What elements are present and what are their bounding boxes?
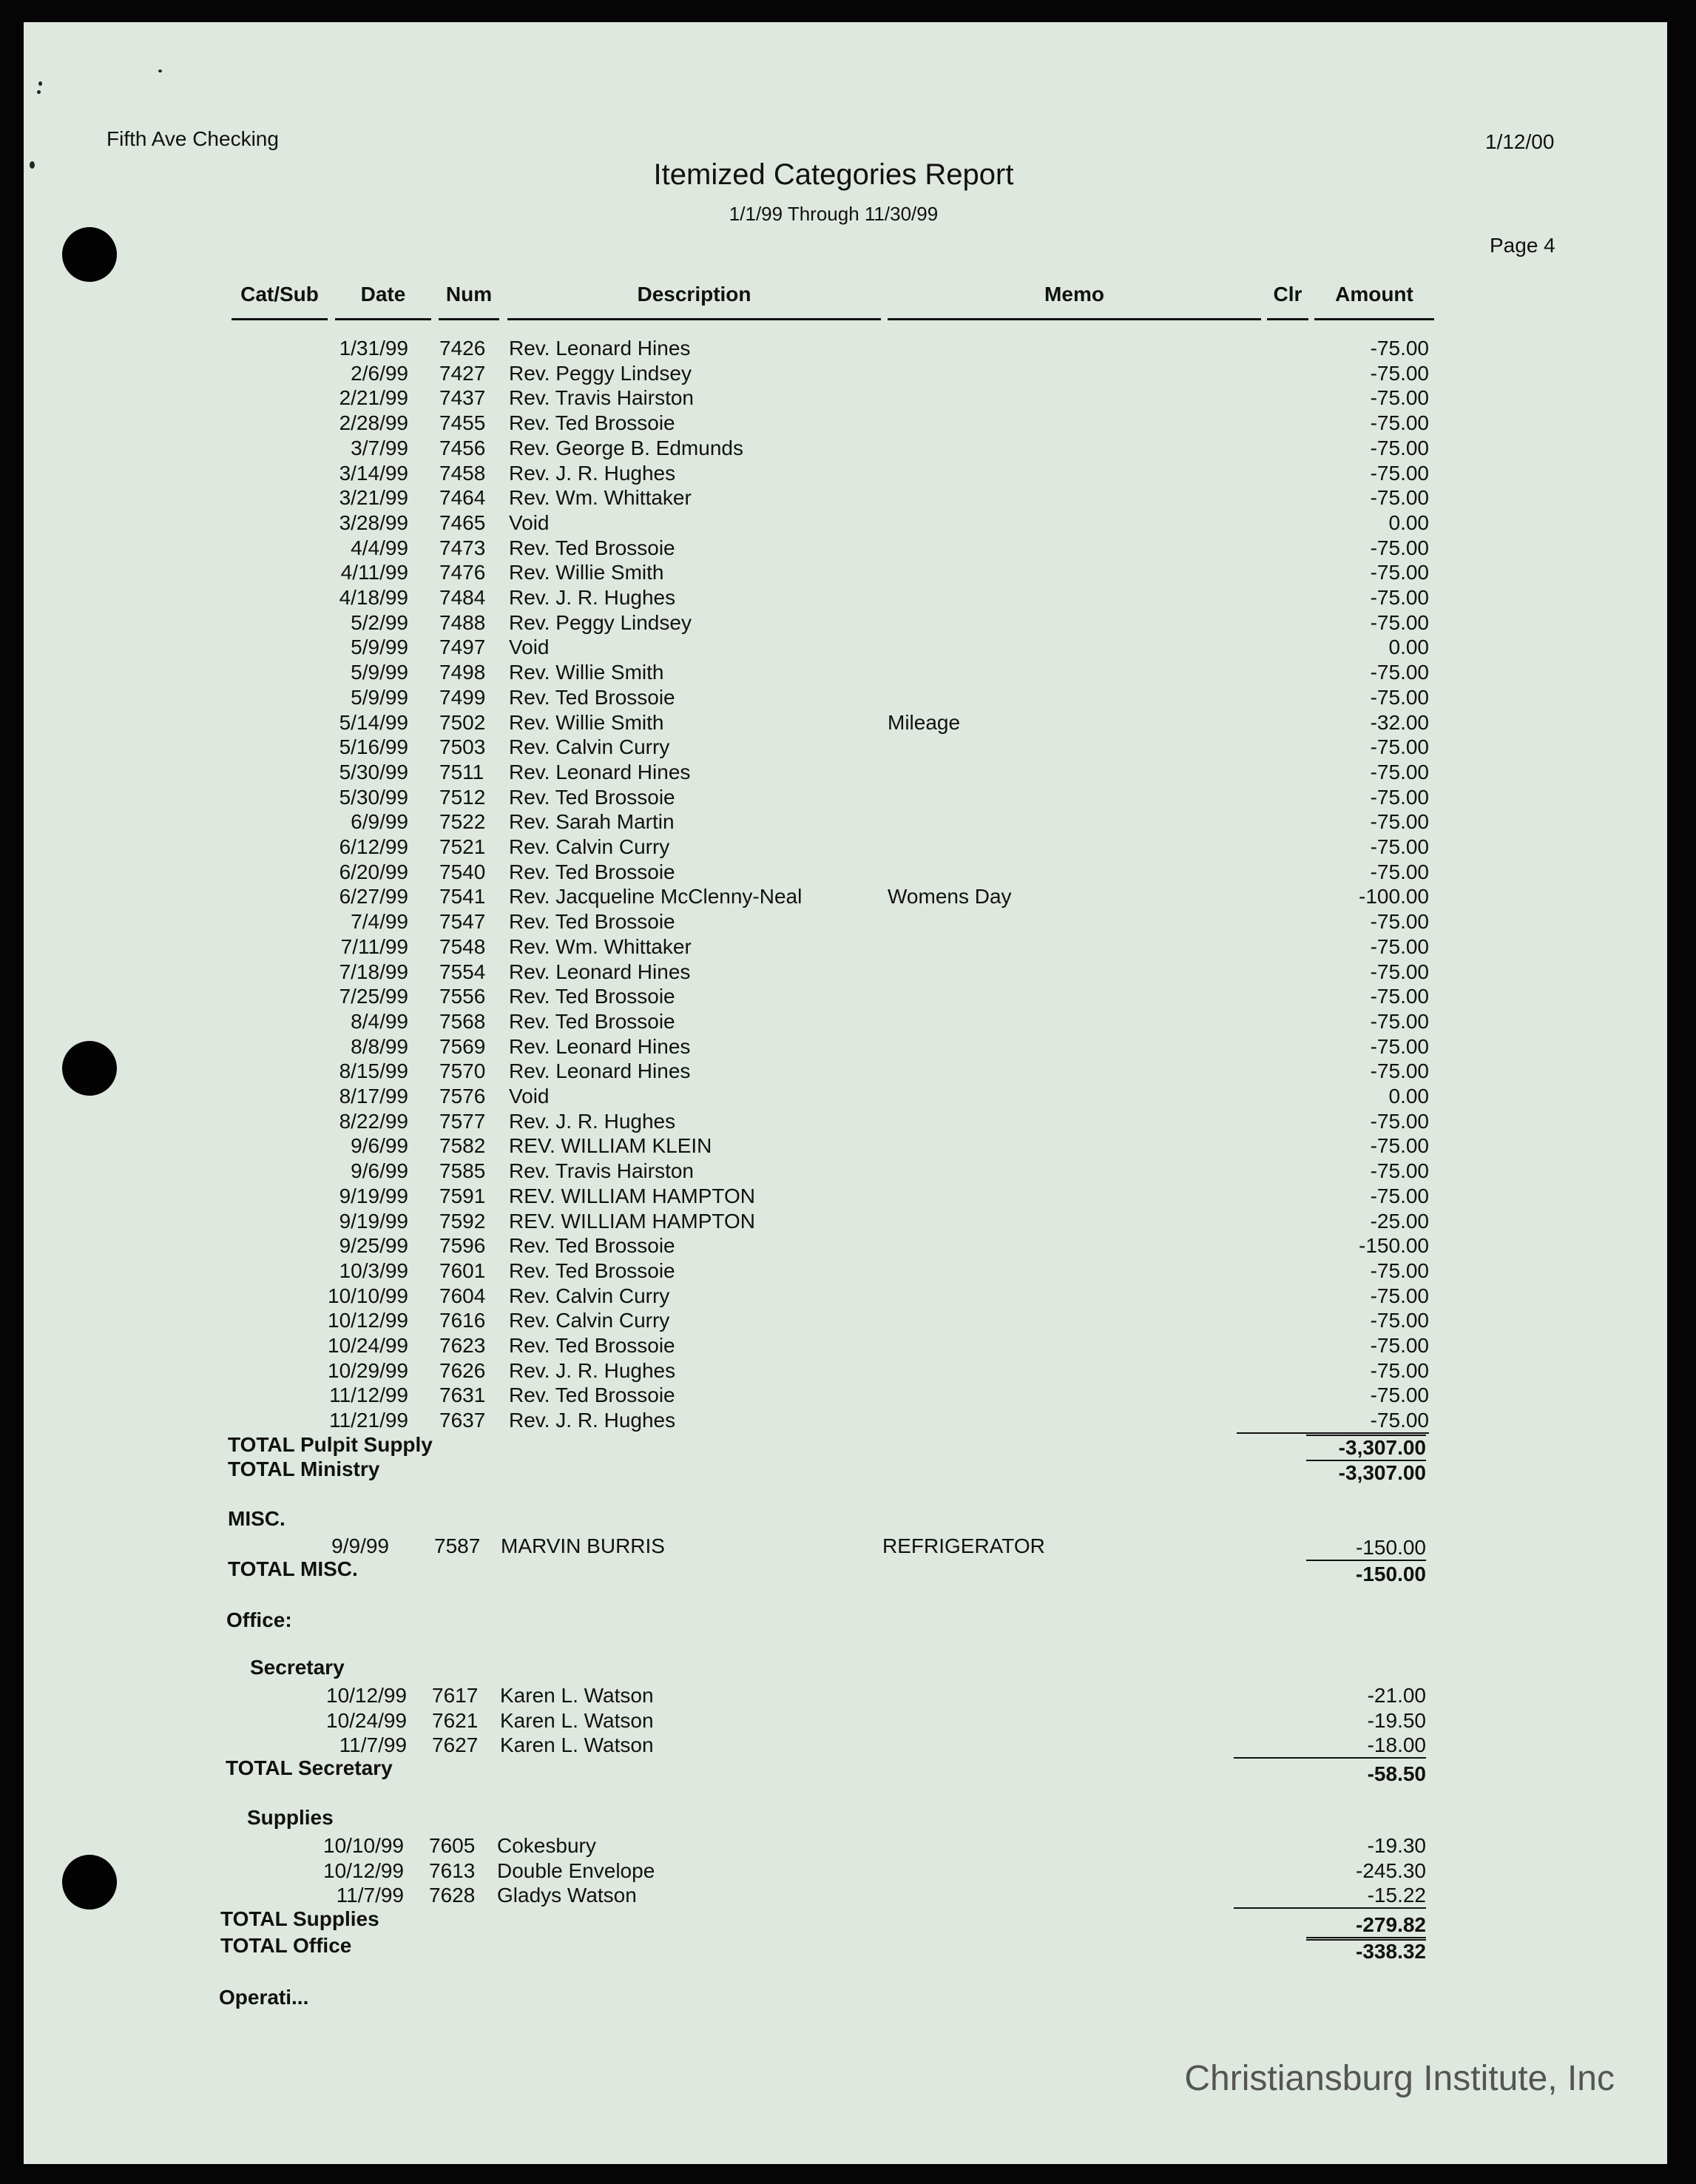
row-description: Rev. Calvin Curry bbox=[509, 1309, 670, 1332]
row-num: 7604 bbox=[439, 1284, 486, 1307]
row-description: Rev. Sarah Martin bbox=[509, 810, 675, 833]
row-description: Rev. Wm. Whittaker bbox=[509, 486, 692, 509]
row-amount: -75.00 bbox=[1370, 386, 1429, 409]
table-row bbox=[0, 1309, 1696, 1334]
row-date: 2/6/99 bbox=[351, 362, 408, 385]
row-date: 7/11/99 bbox=[340, 935, 408, 958]
table-row bbox=[0, 810, 1696, 835]
col-memo: Memo bbox=[1044, 283, 1104, 306]
row-amount: -18.00 bbox=[1234, 1733, 1426, 1759]
row-num: 7426 bbox=[439, 337, 486, 360]
row-date: 3/28/99 bbox=[339, 511, 408, 534]
row-description: Cokesbury bbox=[497, 1834, 596, 1857]
table-row bbox=[0, 611, 1696, 636]
row-num: 7569 bbox=[439, 1035, 486, 1058]
row-description: Rev. Willie Smith bbox=[509, 661, 664, 684]
row-date: 7/25/99 bbox=[339, 985, 408, 1008]
row-description: Rev. J. R. Hughes bbox=[509, 1409, 676, 1432]
misc-num: 7587 bbox=[434, 1534, 481, 1557]
row-num: 7617 bbox=[432, 1684, 479, 1707]
table-row bbox=[0, 960, 1696, 985]
row-num: 7502 bbox=[439, 711, 486, 734]
row-description: Rev. Ted Brossoie bbox=[509, 1383, 675, 1406]
row-description: Rev. Willie Smith bbox=[509, 711, 664, 734]
table-row bbox=[0, 1834, 1696, 1859]
table-row bbox=[0, 586, 1696, 611]
row-date: 5/2/99 bbox=[351, 611, 408, 634]
row-date: 10/12/99 bbox=[326, 1684, 407, 1707]
row-num: 7613 bbox=[429, 1859, 476, 1882]
row-description: Rev. Travis Hairston bbox=[509, 386, 694, 409]
row-description: Karen L. Watson bbox=[500, 1684, 654, 1707]
misc-description: MARVIN BURRIS bbox=[501, 1534, 665, 1557]
row-num: 7568 bbox=[439, 1010, 486, 1033]
row-description: Void bbox=[509, 636, 550, 658]
table-row bbox=[0, 1884, 1696, 1909]
table-row bbox=[0, 1359, 1696, 1384]
row-description: Rev. Peggy Lindsey bbox=[509, 362, 692, 385]
row-date: 2/28/99 bbox=[339, 411, 408, 434]
row-description: REV. WILLIAM KLEIN bbox=[509, 1134, 712, 1157]
total-ministry-label: TOTAL Ministry bbox=[228, 1457, 380, 1480]
row-num: 7626 bbox=[439, 1359, 486, 1382]
row-memo: Mileage bbox=[888, 711, 961, 734]
row-amount: -75.00 bbox=[1370, 486, 1429, 509]
table-row bbox=[0, 661, 1696, 686]
row-description: Karen L. Watson bbox=[500, 1733, 654, 1756]
row-date: 10/24/99 bbox=[328, 1334, 408, 1357]
row-date: 7/4/99 bbox=[351, 910, 408, 933]
row-num: 7631 bbox=[439, 1383, 486, 1406]
row-amount: -75.00 bbox=[1370, 835, 1429, 858]
table-row bbox=[0, 1184, 1696, 1210]
row-amount: -75.00 bbox=[1370, 661, 1429, 684]
row-num: 7458 bbox=[439, 462, 486, 485]
row-amount: -21.00 bbox=[1367, 1684, 1426, 1707]
col-rule bbox=[1314, 318, 1434, 320]
row-amount: -75.00 bbox=[1370, 1159, 1429, 1182]
total-pulpit-amount: -3,307.00 bbox=[1306, 1435, 1426, 1461]
row-description: Karen L. Watson bbox=[500, 1709, 654, 1732]
row-description: Rev. J. R. Hughes bbox=[509, 1110, 676, 1133]
row-amount: 0.00 bbox=[1388, 511, 1429, 534]
row-date: 9/19/99 bbox=[339, 1184, 408, 1207]
secretary-label: Secretary bbox=[250, 1656, 345, 1679]
row-date: 5/9/99 bbox=[351, 636, 408, 658]
col-rule bbox=[232, 318, 328, 320]
row-date: 4/4/99 bbox=[351, 536, 408, 559]
row-num: 7592 bbox=[439, 1210, 486, 1233]
binder-hole-top bbox=[62, 227, 117, 282]
row-description: REV. WILLIAM HAMPTON bbox=[509, 1210, 755, 1233]
row-description: Rev. Calvin Curry bbox=[509, 735, 670, 758]
speck bbox=[158, 70, 162, 73]
row-description: Rev. Ted Brossoie bbox=[509, 411, 675, 434]
row-description: Rev. Ted Brossoie bbox=[509, 536, 675, 559]
table-row bbox=[0, 835, 1696, 860]
row-date: 10/29/99 bbox=[328, 1359, 408, 1382]
table-row bbox=[0, 1035, 1696, 1060]
table-row bbox=[0, 411, 1696, 437]
row-description: Rev. Peggy Lindsey bbox=[509, 611, 692, 634]
row-num: 7488 bbox=[439, 611, 486, 634]
row-description: Rev. Ted Brossoie bbox=[509, 786, 675, 809]
table-row bbox=[0, 735, 1696, 761]
table-row bbox=[0, 1234, 1696, 1259]
table-row bbox=[0, 786, 1696, 811]
row-amount: -75.00 bbox=[1370, 536, 1429, 559]
row-amount: -75.00 bbox=[1370, 1284, 1429, 1307]
table-row bbox=[0, 1059, 1696, 1085]
account-name: Fifth Ave Checking bbox=[107, 127, 279, 150]
row-date: 11/21/99 bbox=[329, 1409, 408, 1432]
table-row bbox=[0, 935, 1696, 960]
table-row bbox=[0, 1709, 1696, 1734]
row-num: 7616 bbox=[439, 1309, 486, 1332]
row-description: REV. WILLIAM HAMPTON bbox=[509, 1184, 755, 1207]
row-date: 8/22/99 bbox=[339, 1110, 408, 1133]
row-num: 7464 bbox=[439, 486, 486, 509]
row-date: 6/20/99 bbox=[339, 860, 408, 883]
misc-label: MISC. bbox=[228, 1507, 286, 1530]
row-date: 5/16/99 bbox=[339, 735, 408, 758]
row-date: 5/30/99 bbox=[339, 761, 408, 783]
row-num: 7548 bbox=[439, 935, 486, 958]
row-amount: -75.00 bbox=[1370, 810, 1429, 833]
table-row bbox=[0, 985, 1696, 1010]
row-date: 9/25/99 bbox=[339, 1234, 408, 1257]
row-amount: -15.22 bbox=[1234, 1884, 1426, 1909]
row-num: 7623 bbox=[439, 1334, 486, 1357]
table-row bbox=[0, 1134, 1696, 1159]
row-num: 7522 bbox=[439, 810, 486, 833]
row-num: 7627 bbox=[432, 1733, 479, 1756]
report-date: 1/12/00 bbox=[1485, 130, 1555, 153]
row-num: 7547 bbox=[439, 910, 486, 933]
row-amount: -75.00 bbox=[1370, 686, 1429, 709]
row-amount: -245.30 bbox=[1356, 1859, 1426, 1882]
row-date: 5/9/99 bbox=[351, 661, 408, 684]
row-amount: -75.00 bbox=[1370, 586, 1429, 609]
speck bbox=[38, 81, 42, 86]
row-amount: -25.00 bbox=[1370, 1210, 1429, 1233]
table-row bbox=[0, 1684, 1696, 1709]
row-description: Rev. Ted Brossoie bbox=[509, 686, 675, 709]
row-num: 7512 bbox=[439, 786, 486, 809]
row-date: 6/27/99 bbox=[339, 885, 408, 908]
table-row bbox=[0, 761, 1696, 786]
row-num: 7455 bbox=[439, 411, 486, 434]
table-row bbox=[0, 1259, 1696, 1284]
row-date: 8/8/99 bbox=[351, 1035, 408, 1058]
row-amount: 0.00 bbox=[1388, 636, 1429, 658]
total-pulpit-label: TOTAL Pulpit Supply bbox=[228, 1433, 433, 1456]
table-row bbox=[0, 860, 1696, 886]
row-amount: -75.00 bbox=[1370, 1309, 1429, 1332]
row-amount: -75.00 bbox=[1370, 437, 1429, 459]
row-num: 7427 bbox=[439, 362, 486, 385]
table-row bbox=[0, 1210, 1696, 1235]
row-amount: -75.00 bbox=[1370, 860, 1429, 883]
col-rule bbox=[1267, 318, 1308, 320]
row-num: 7476 bbox=[439, 561, 486, 584]
row-date: 10/10/99 bbox=[328, 1284, 408, 1307]
table-row bbox=[0, 386, 1696, 411]
row-amount: -75.00 bbox=[1370, 1359, 1429, 1382]
row-description: Void bbox=[509, 1085, 550, 1108]
total-office-label: TOTAL Office bbox=[220, 1934, 352, 1957]
speck bbox=[37, 90, 41, 94]
row-num: 7628 bbox=[429, 1884, 476, 1907]
row-date: 3/7/99 bbox=[351, 437, 408, 459]
row-amount: -19.30 bbox=[1367, 1834, 1426, 1857]
row-amount: -100.00 bbox=[1359, 885, 1429, 908]
table-row bbox=[0, 1859, 1696, 1884]
row-date: 1/31/99 bbox=[339, 337, 408, 360]
row-date: 10/3/99 bbox=[339, 1259, 408, 1282]
row-num: 7498 bbox=[439, 661, 486, 684]
row-num: 7456 bbox=[439, 437, 486, 459]
row-description: Rev. Wm. Whittaker bbox=[509, 935, 692, 958]
row-num: 7465 bbox=[439, 511, 486, 534]
row-date: 11/7/99 bbox=[336, 1884, 404, 1907]
row-date: 8/4/99 bbox=[351, 1010, 408, 1033]
row-num: 7621 bbox=[432, 1709, 479, 1732]
row-num: 7554 bbox=[439, 960, 486, 983]
row-num: 7473 bbox=[439, 536, 486, 559]
row-date: 3/14/99 bbox=[339, 462, 408, 485]
row-amount: -75.00 bbox=[1370, 1383, 1429, 1406]
row-num: 7577 bbox=[439, 1110, 486, 1133]
row-amount: -75.00 bbox=[1370, 735, 1429, 758]
total-supplies-amount: -279.82 bbox=[1306, 1913, 1426, 1941]
row-amount: -75.00 bbox=[1370, 910, 1429, 933]
row-description: Rev. Leonard Hines bbox=[509, 337, 691, 360]
row-amount: -75.00 bbox=[1370, 337, 1429, 360]
report-title: Itemized Categories Report bbox=[653, 158, 1014, 191]
row-description: Rev. Leonard Hines bbox=[509, 960, 691, 983]
table-row bbox=[0, 536, 1696, 562]
row-date: 10/10/99 bbox=[323, 1834, 404, 1857]
table-row bbox=[0, 636, 1696, 661]
row-date: 8/15/99 bbox=[339, 1059, 408, 1082]
row-date: 5/30/99 bbox=[339, 786, 408, 809]
col-date: Date bbox=[360, 283, 406, 306]
table-row bbox=[0, 1284, 1696, 1310]
row-num: 7570 bbox=[439, 1059, 486, 1082]
row-amount: 0.00 bbox=[1388, 1085, 1429, 1108]
row-num: 7497 bbox=[439, 636, 486, 658]
row-amount: -75.00 bbox=[1370, 1334, 1429, 1357]
office-label: Office: bbox=[226, 1608, 292, 1631]
row-description: Gladys Watson bbox=[497, 1884, 637, 1907]
row-num: 7556 bbox=[439, 985, 486, 1008]
row-num: 7585 bbox=[439, 1159, 486, 1182]
row-num: 7576 bbox=[439, 1085, 486, 1108]
table-row bbox=[0, 686, 1696, 711]
total-secretary-label: TOTAL Secretary bbox=[226, 1756, 393, 1779]
row-description: Rev. Ted Brossoie bbox=[509, 910, 675, 933]
total-office-amount: -338.32 bbox=[1356, 1940, 1426, 1963]
row-amount: -75.00 bbox=[1237, 1409, 1429, 1434]
col-rule bbox=[888, 318, 1261, 320]
row-date: 5/14/99 bbox=[339, 711, 408, 734]
total-secretary-amount: -58.50 bbox=[1367, 1762, 1426, 1785]
row-amount: -75.00 bbox=[1370, 1134, 1429, 1157]
table-row bbox=[0, 486, 1696, 511]
row-description: Rev. J. R. Hughes bbox=[509, 462, 676, 485]
row-num: 7591 bbox=[439, 1184, 486, 1207]
total-misc-amount: -150.00 bbox=[1356, 1563, 1426, 1585]
row-amount: -75.00 bbox=[1370, 362, 1429, 385]
row-date: 9/19/99 bbox=[339, 1210, 408, 1233]
row-date: 11/7/99 bbox=[339, 1733, 407, 1756]
row-num: 7511 bbox=[439, 761, 484, 783]
row-amount: -75.00 bbox=[1370, 935, 1429, 958]
row-num: 7540 bbox=[439, 860, 486, 883]
continued-label: Operati... bbox=[219, 1986, 309, 2009]
row-description: Rev. Jacqueline McClenny-Neal bbox=[509, 885, 803, 908]
row-amount: -75.00 bbox=[1370, 786, 1429, 809]
col-num: Num bbox=[445, 283, 493, 306]
row-description: Void bbox=[509, 511, 550, 534]
row-description: Rev. J. R. Hughes bbox=[509, 586, 676, 609]
table-row bbox=[0, 910, 1696, 935]
row-description: Rev. Calvin Curry bbox=[509, 1284, 670, 1307]
row-amount: -150.00 bbox=[1359, 1234, 1429, 1257]
row-amount: -75.00 bbox=[1370, 411, 1429, 434]
row-description: Rev. Ted Brossoie bbox=[509, 985, 675, 1008]
row-description: Rev. Calvin Curry bbox=[509, 835, 670, 858]
row-description: Rev. George B. Edmunds bbox=[509, 437, 743, 459]
row-description: Rev. Ted Brossoie bbox=[509, 1234, 675, 1257]
row-amount: -32.00 bbox=[1370, 711, 1429, 734]
row-num: 7605 bbox=[429, 1834, 476, 1857]
row-memo: Womens Day bbox=[888, 885, 1012, 908]
col-amount: Amount bbox=[1335, 283, 1413, 306]
row-num: 7582 bbox=[439, 1134, 486, 1157]
row-num: 7503 bbox=[439, 735, 486, 758]
row-description: Rev. Leonard Hines bbox=[509, 761, 691, 783]
table-row bbox=[0, 462, 1696, 487]
table-row bbox=[0, 1110, 1696, 1135]
table-row bbox=[0, 1085, 1696, 1110]
total-misc-label: TOTAL MISC. bbox=[228, 1557, 358, 1580]
table-row bbox=[0, 1383, 1696, 1409]
row-amount: -75.00 bbox=[1370, 1259, 1429, 1282]
row-num: 7484 bbox=[439, 586, 486, 609]
row-description: Rev. Leonard Hines bbox=[509, 1035, 691, 1058]
row-num: 7521 bbox=[439, 835, 486, 858]
row-amount: -75.00 bbox=[1370, 985, 1429, 1008]
row-date: 10/12/99 bbox=[323, 1859, 404, 1882]
row-date: 11/12/99 bbox=[329, 1383, 408, 1406]
row-description: Rev. Ted Brossoie bbox=[509, 1010, 675, 1033]
misc-memo: REFRIGERATOR bbox=[882, 1534, 1045, 1557]
row-date: 3/21/99 bbox=[339, 486, 408, 509]
row-num: 7541 bbox=[439, 885, 486, 908]
row-description: Rev. Willie Smith bbox=[509, 561, 664, 584]
table-row bbox=[0, 362, 1696, 387]
table-row bbox=[0, 511, 1696, 536]
row-date: 9/6/99 bbox=[351, 1159, 408, 1182]
table-row bbox=[0, 437, 1696, 462]
row-num: 7601 bbox=[439, 1259, 486, 1282]
col-description: Description bbox=[637, 283, 751, 306]
row-description: Rev. Travis Hairston bbox=[509, 1159, 694, 1182]
row-description: Rev. Ted Brossoie bbox=[509, 1259, 675, 1282]
row-amount: -75.00 bbox=[1370, 1035, 1429, 1058]
row-description: Rev. Ted Brossoie bbox=[509, 860, 675, 883]
row-amount: -75.00 bbox=[1370, 1010, 1429, 1033]
col-rule bbox=[335, 318, 431, 320]
table-row bbox=[0, 561, 1696, 586]
row-description: Rev. Ted Brossoie bbox=[509, 1334, 675, 1357]
row-date: 5/9/99 bbox=[351, 686, 408, 709]
row-date: 10/24/99 bbox=[326, 1709, 407, 1732]
table-row bbox=[0, 1409, 1696, 1434]
row-date: 8/17/99 bbox=[339, 1085, 408, 1108]
row-description: Rev. J. R. Hughes bbox=[509, 1359, 676, 1382]
row-amount: -75.00 bbox=[1370, 462, 1429, 485]
row-amount: -75.00 bbox=[1370, 1184, 1429, 1207]
table-row bbox=[0, 711, 1696, 736]
row-amount: -75.00 bbox=[1370, 611, 1429, 634]
total-supplies-label: TOTAL Supplies bbox=[220, 1907, 379, 1930]
row-description: Double Envelope bbox=[497, 1859, 655, 1882]
table-row bbox=[0, 885, 1696, 910]
page-number: Page 4 bbox=[1490, 234, 1555, 257]
row-num: 7596 bbox=[439, 1234, 486, 1257]
row-date: 10/12/99 bbox=[328, 1309, 408, 1332]
total-ministry-amount: -3,307.00 bbox=[1338, 1461, 1426, 1484]
row-date: 6/12/99 bbox=[339, 835, 408, 858]
row-date: 4/11/99 bbox=[340, 561, 408, 584]
misc-date: 9/9/99 bbox=[331, 1534, 389, 1557]
col-rule bbox=[507, 318, 881, 320]
row-amount: -75.00 bbox=[1370, 960, 1429, 983]
watermark: Christiansburg Institute, Inc bbox=[1184, 2059, 1615, 2098]
table-row bbox=[0, 1010, 1696, 1035]
table-row bbox=[0, 337, 1696, 362]
col-clr: Clr bbox=[1273, 283, 1303, 306]
row-num: 7499 bbox=[439, 686, 486, 709]
row-amount: -75.00 bbox=[1370, 761, 1429, 783]
row-num: 7437 bbox=[439, 386, 486, 409]
table-row bbox=[0, 1334, 1696, 1359]
row-amount: -19.50 bbox=[1367, 1709, 1426, 1732]
col-catsub: Cat/Sub bbox=[240, 283, 319, 306]
row-date: 2/21/99 bbox=[339, 386, 408, 409]
col-rule bbox=[439, 318, 499, 320]
supplies-label: Supplies bbox=[247, 1806, 334, 1829]
row-amount: -75.00 bbox=[1370, 1110, 1429, 1133]
row-date: 9/6/99 bbox=[351, 1134, 408, 1157]
row-date: 7/18/99 bbox=[339, 960, 408, 983]
row-date: 4/18/99 bbox=[339, 586, 408, 609]
date-range: 1/1/99 Through 11/30/99 bbox=[729, 203, 939, 225]
row-num: 7637 bbox=[439, 1409, 486, 1432]
misc-amount: -150.00 bbox=[1306, 1536, 1426, 1561]
table-row bbox=[0, 1733, 1696, 1759]
row-amount: -75.00 bbox=[1370, 1059, 1429, 1082]
row-description: Rev. Leonard Hines bbox=[509, 1059, 691, 1082]
row-date: 6/9/99 bbox=[351, 810, 408, 833]
row-amount: -75.00 bbox=[1370, 561, 1429, 584]
table-row bbox=[0, 1159, 1696, 1184]
